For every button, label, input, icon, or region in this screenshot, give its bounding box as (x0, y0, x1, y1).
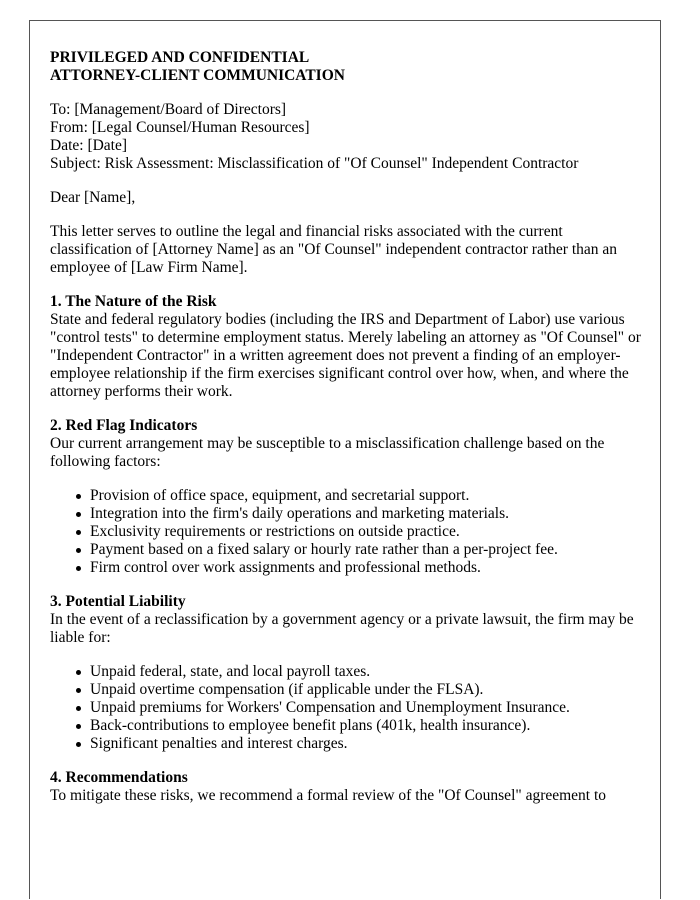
header-line-privileged: PRIVILEGED AND CONFIDENTIAL (50, 49, 310, 66)
section-red-flags (50, 417, 646, 577)
list-item: Back-contributions to employee benefit plans (401k, health insurance). (90, 717, 646, 735)
section-body: State and federal regulatory bodies (including the IRS and Department of Labor) use various "control tests" to determine employment status. Merely labeling an attorney as "Of Counsel" or "Independent Contractor" in a written agreement does not prevent a finding of an employer-employee relationship if the firm exercises significant control over how, when, and where the attorney performs their work. (50, 311, 641, 400)
list-item: Integration into the firm's daily operations and marketing materials. (90, 505, 646, 523)
section-body: In the event of a reclassification by a government agency or a private lawsuit, the firm may be liable for: (50, 611, 634, 646)
intro-paragraph: This letter serves to outline the legal and financial risks associated with the current classification of [Attorney Name] as an "Of Counsel" independent contractor rather than an employee of [Law Firm Name]. (50, 223, 618, 276)
salutation: Dear [Name], (50, 189, 136, 206)
document-page (29, 20, 661, 899)
list-item: Firm control over work assignments and professional methods. (90, 559, 646, 577)
memo-to: To: [Management/Board of Directors] (50, 101, 287, 118)
memo-date: Date: [Date] (50, 137, 128, 154)
section-body: To mitigate these risks, we recommend a formal review of the "Of Counsel" agreement to (50, 787, 607, 804)
letter-body (50, 49, 646, 805)
memo-from: From: [Legal Counsel/Human Resources] (50, 119, 310, 136)
list-item: Exclusivity requirements or restrictions on outside practice. (90, 523, 646, 541)
section-title: 2. Red Flag Indicators (50, 417, 198, 434)
section-potential-liability (50, 593, 646, 753)
list-item: Provision of office space, equipment, and secretarial support. (90, 487, 646, 505)
list-item: Unpaid overtime compensation (if applicable under the FLSA). (90, 681, 646, 699)
confidentiality-header (50, 49, 646, 85)
list-item: Payment based on a fixed salary or hourly rate rather than a per-project fee. (90, 541, 646, 559)
section-recommendations (50, 769, 646, 805)
liability-list (50, 663, 646, 753)
section-body: Our current arrangement may be susceptible to a misclassification challenge based on the following factors: (50, 435, 605, 470)
section-title: 4. Recommendations (50, 769, 188, 786)
section-title: 1. The Nature of the Risk (50, 293, 217, 310)
list-item: Unpaid federal, state, and local payroll taxes. (90, 663, 646, 681)
list-item: Significant penalties and interest charges. (90, 735, 646, 753)
header-line-attorney-client: ATTORNEY-CLIENT COMMUNICATION (50, 67, 345, 84)
red-flag-list (50, 487, 646, 577)
list-item: Unpaid premiums for Workers' Compensation and Unemployment Insurance. (90, 699, 646, 717)
section-nature-of-risk (50, 293, 646, 401)
section-title: 3. Potential Liability (50, 593, 186, 610)
memo-block (50, 101, 646, 173)
memo-subject: Subject: Risk Assessment: Misclassification of "Of Counsel" Independent Contractor (50, 155, 579, 172)
